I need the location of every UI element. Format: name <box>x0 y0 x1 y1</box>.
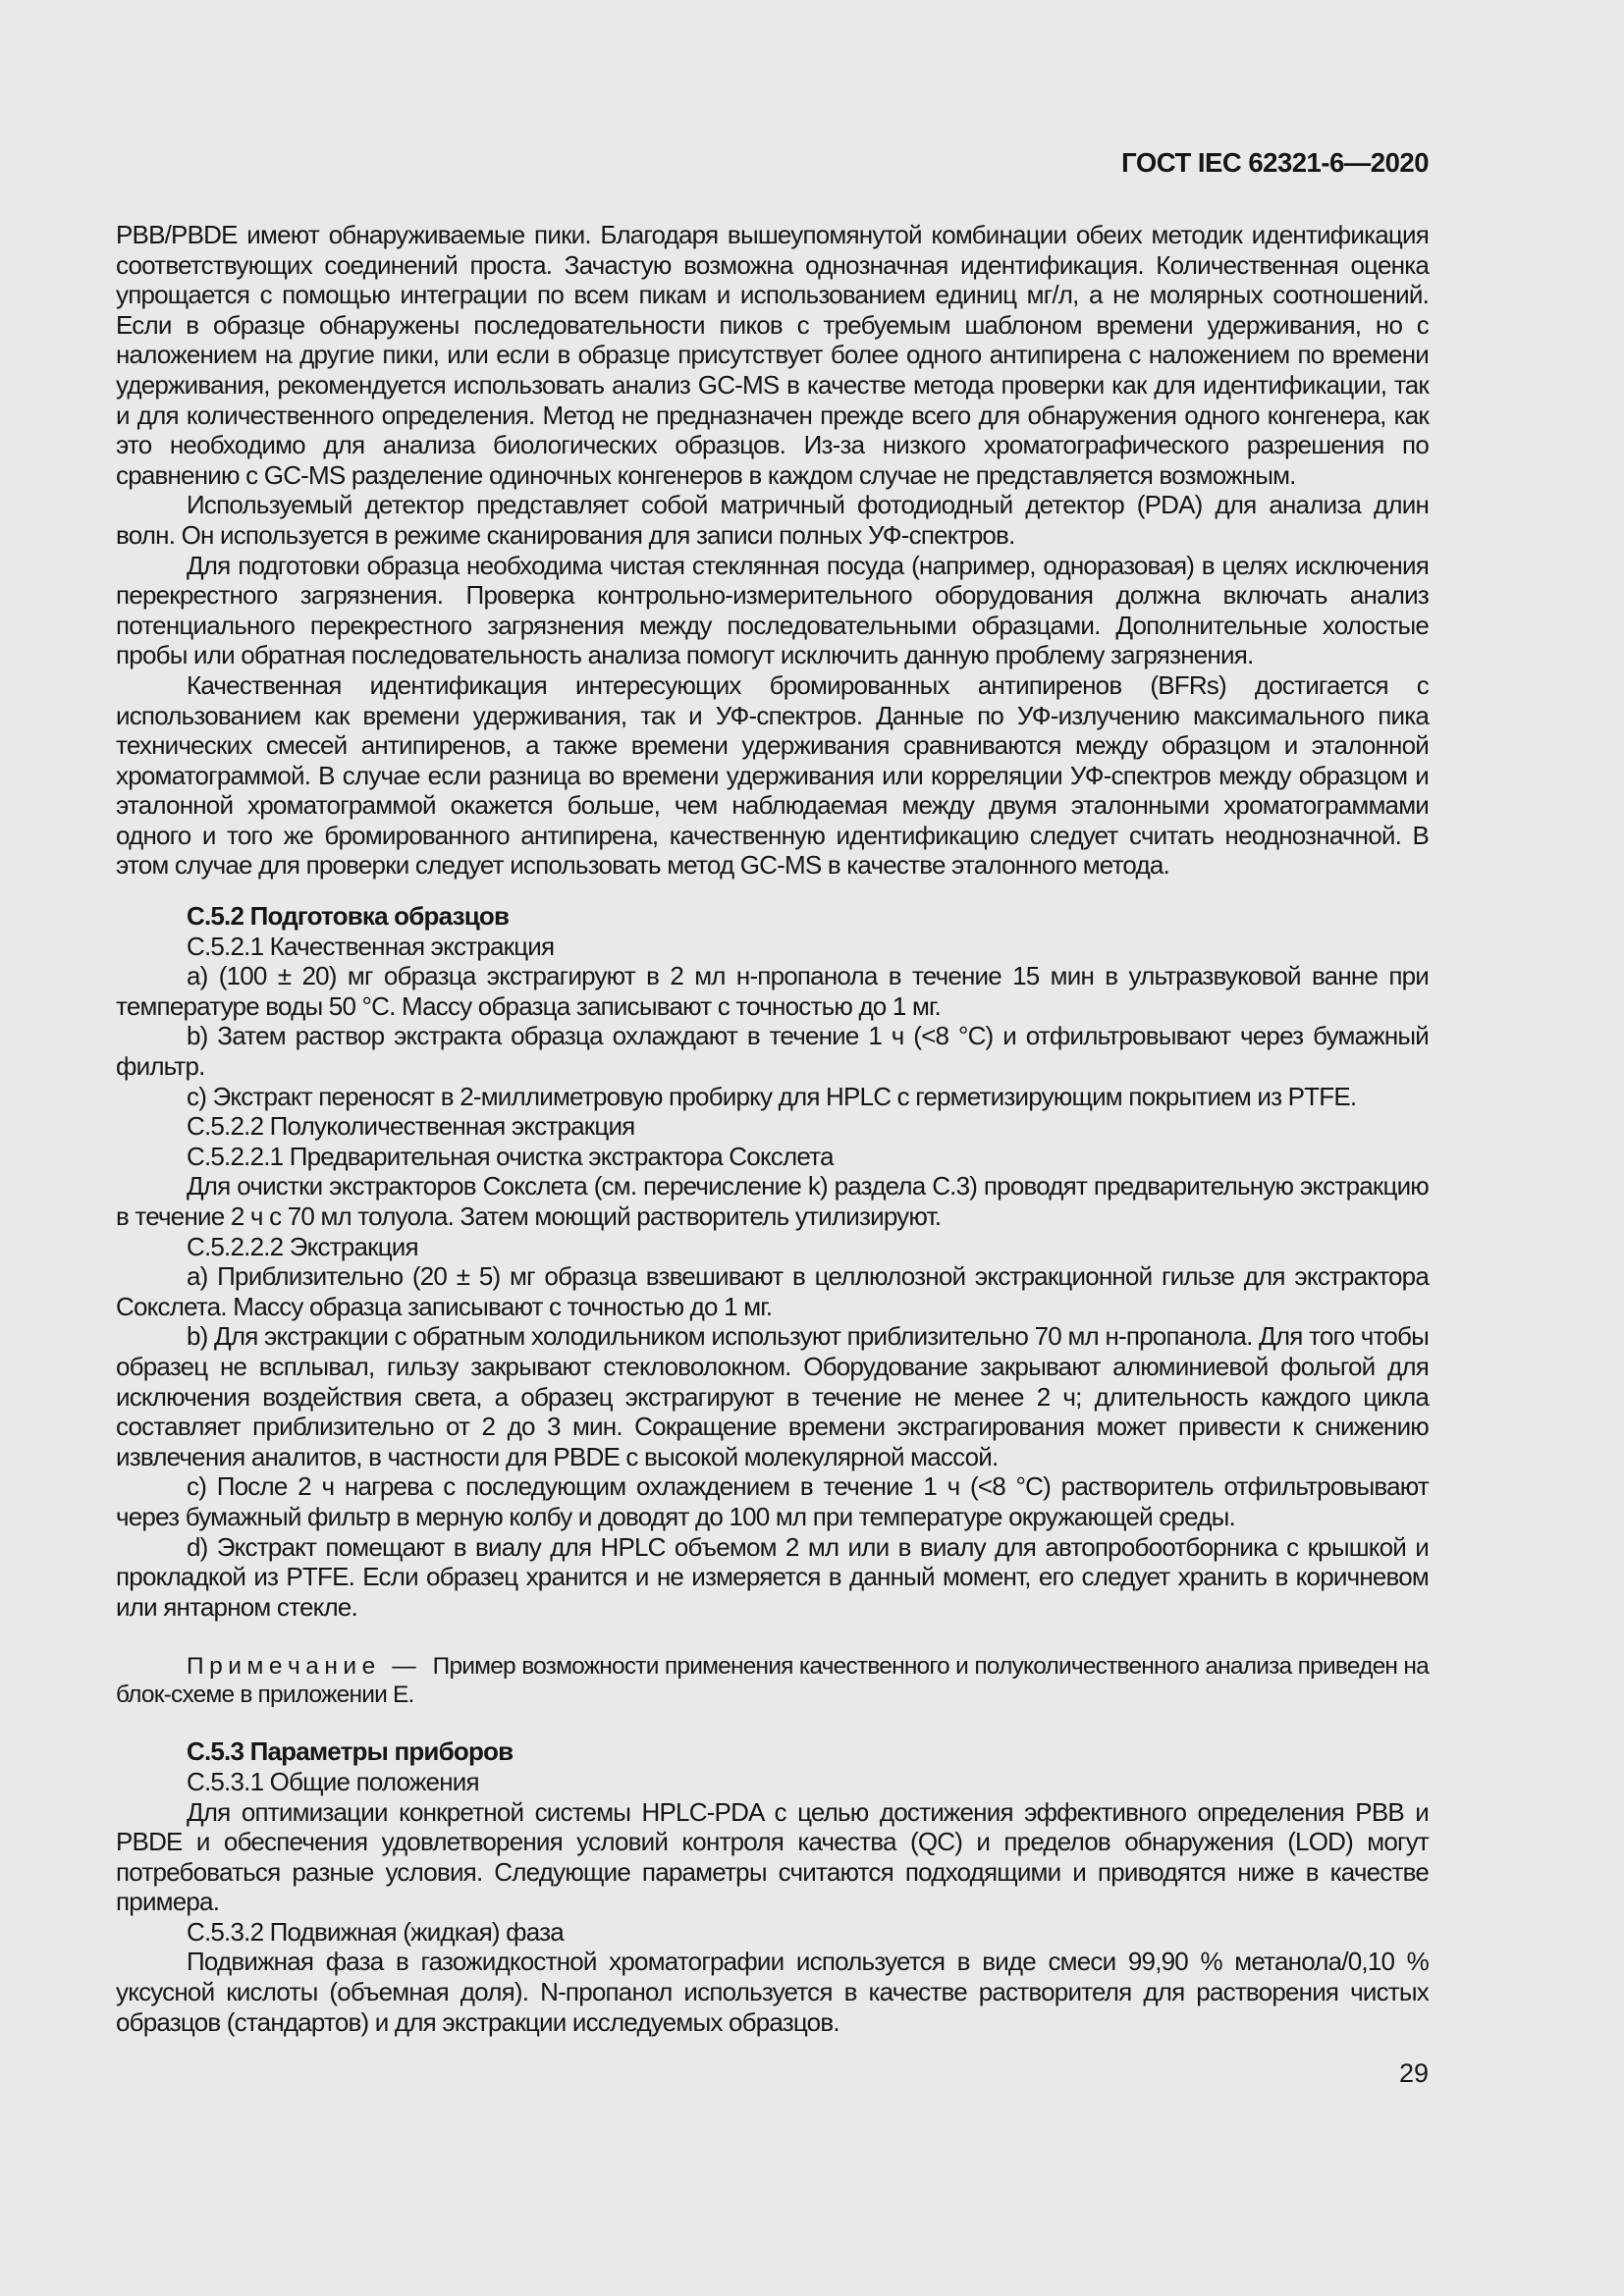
paragraph: Используемый детектор представляет собой матричный фотодиодный детектор (PDA) для анализа длин волн. Он используется в режиме сканирования для записи полных УФ-спектров. <box>116 490 1429 550</box>
paragraph: Подвижная фаза в газожидкостной хроматографии используется в виде смеси 99,90 % метанола/0,10 % уксусной кислоты (объемная доля). N-пропанол используется в качестве растворителя для растворения чистых образцов (стандартов) и для экстракции исследуемых образцов. <box>116 1947 1429 2037</box>
list-item-paragraph: c) Экстракт переносят в 2-миллиметровую пробирку для HPLC с герметизирующим покрытием из PTFE. <box>187 1081 1357 1111</box>
subsection-heading: С.5.2.2 Полуколичественная экстракция <box>187 1111 635 1142</box>
paragraph: Для оптимизации конкретной системы HPLC-PDA с целью достижения эффективного определения PBB и PBDE и обеспечения удовлетворения условий контроля качества (QC) и пределов обнаружения (LOD) могут потребоваться разные условия. Следующие параметры считаются подходящими и приводятся ниже в качестве примера. <box>116 1796 1429 1917</box>
subsection-heading: С.5.3.2 Подвижная (жидкая) фаза <box>187 1916 564 1947</box>
list-item-paragraph: a) (100 ± 20) мг образца экстрагируют в 2 мл н-пропанола в течение 15 мин в ультразвуковой ванне при температуре воды 50 °С. Массу образца записывают с точностью до 1 мг. <box>116 961 1429 1021</box>
paragraph: Для очистки экстракторов Сокслета (см. перечисление k) раздела С.3) проводят предварительную экстракцию в течение 2 ч с 70 мл толуола. Затем моющий растворитель утилизируют. <box>116 1171 1429 1231</box>
page-number: 29 <box>1398 2058 1429 2088</box>
subsection-heading: С.5.2.2.2 Экстракция <box>187 1231 418 1261</box>
subsection-heading: С.5.3.1 Общие положения <box>187 1766 479 1796</box>
list-item-paragraph: b) Для экстракции с обратным холодильником используют приблизительно 70 мл н-пропанола. Для того чтобы образец не всплывал, гильзу закрывают стекловолокном. Оборудование закрывают алюминиевой фольгой для исключения воздействия света, а образец экстрагируют в течение не менее 2 ч; длительность каждого цикла составляет приблизительно от 2 до 3 мин. Сокращение времени экстрагирования может привести к снижению извлечения аналитов, в частности для PBDE с высокой молекулярной массой. <box>116 1321 1429 1471</box>
section-heading: С.5.2 Подготовка образцов <box>187 901 510 932</box>
subsection-heading: С.5.2.1 Качественная экстракция <box>187 931 555 961</box>
subsection-heading: С.5.2.2.1 Предварительная очистка экстрактора Сокслета <box>187 1141 834 1171</box>
list-item-paragraph: c) После 2 ч нагрева с последующим охлаждением в течение 1 ч (<8 °С) растворитель отфильтровывают через бумажный фильтр в мерную колбу и доводят до 100 мл при температуре окружающей среды. <box>116 1471 1429 1531</box>
note: П р и м е ч а н и е — Пример возможности применения качественного и полуколичественного анализа приведен на блок-схеме в приложении E. <box>116 1653 1429 1709</box>
section-heading: С.5.3 Параметры приборов <box>187 1736 514 1767</box>
paragraph: Для подготовки образца необходима чистая стеклянная посуда (например, одноразовая) в целях исключения перекрестного загрязнения. Проверка контрольно-измерительного оборудования должна включать анализ потенциального перекрестного загрязнения между последовательными образцами. Дополнительные холостые пробы или обратная последовательность анализа помогут исключить данную проблему загрязнения. <box>116 550 1429 670</box>
list-item-paragraph: d) Экстракт помещают в виалу для HPLC объемом 2 мл или в виалу для автопробоотборника с крышкой и прокладкой из PTFE. Если образец хранится и не измеряется в данный момент, его следует хранить в коричневом или янтарном стекле. <box>116 1531 1429 1622</box>
list-item-paragraph: a) Приблизительно (20 ± 5) мг образца взвешивают в целлюлозной экстракционной гильзе для экстрактора Сокслета. Массу образца записывают с точностью до 1 мг. <box>116 1261 1429 1321</box>
paragraph: Качественная идентификация интересующих бромированных антипиренов (BFRs) достигается с использованием как времени удерживания, так и УФ-спектров. Данные по УФ-излучению максимального пика технических смесей антипиренов, а также времени удерживания сравниваются между образцом и эталонной хроматограммой. В случае если разница во времени удерживания или корреляции УФ-спектров между образцом и эталонной хроматограммой окажется больше, чем наблюдаемая между двумя эталонными хроматограммами одного и того же бромированного антипирена, качественную идентификацию следует считать неоднозначной. В этом случае для проверки следует использовать метод GC-MS в качестве эталонного метода. <box>116 669 1429 881</box>
page-body <box>116 220 1429 2037</box>
list-item-paragraph: b) Затем раствор экстракта образца охлаждают в течение 1 ч (<8 °С) и отфильтровывают через бумажный фильтр. <box>116 1021 1429 1082</box>
paragraph: PBB/PBDE имеют обнаруживаемые пики. Благодаря вышеупомянутой комбинации обеих методик идентификация соответствующих соединений проста. Зачастую возможна однозначная идентификация. Количественная оценка упрощается с помощью интеграции по всем пикам и использованием единиц мг/л, а не молярных соотношений. Если в образце обнаружены последовательности пиков с требуемым шаблоном времени удерживания, но с наложением на другие пики, или если в образце присутствует более одного антипирена с наложением по времени удерживания, рекомендуется использовать анализ GC-MS в качестве метода проверки как для идентификации, так и для количественного определения. Метод не предназначен прежде всего для обнаружения одного конгенера, как это необходимо для анализа биологических образцов. Из-за низкого хроматографического разрешения по сравнению с GC-MS разделение одиночных конгенеров в каждом случае не представляется возможным. <box>116 220 1429 490</box>
running-header: ГОСТ IEC 62321-6—2020 <box>1121 147 1429 178</box>
